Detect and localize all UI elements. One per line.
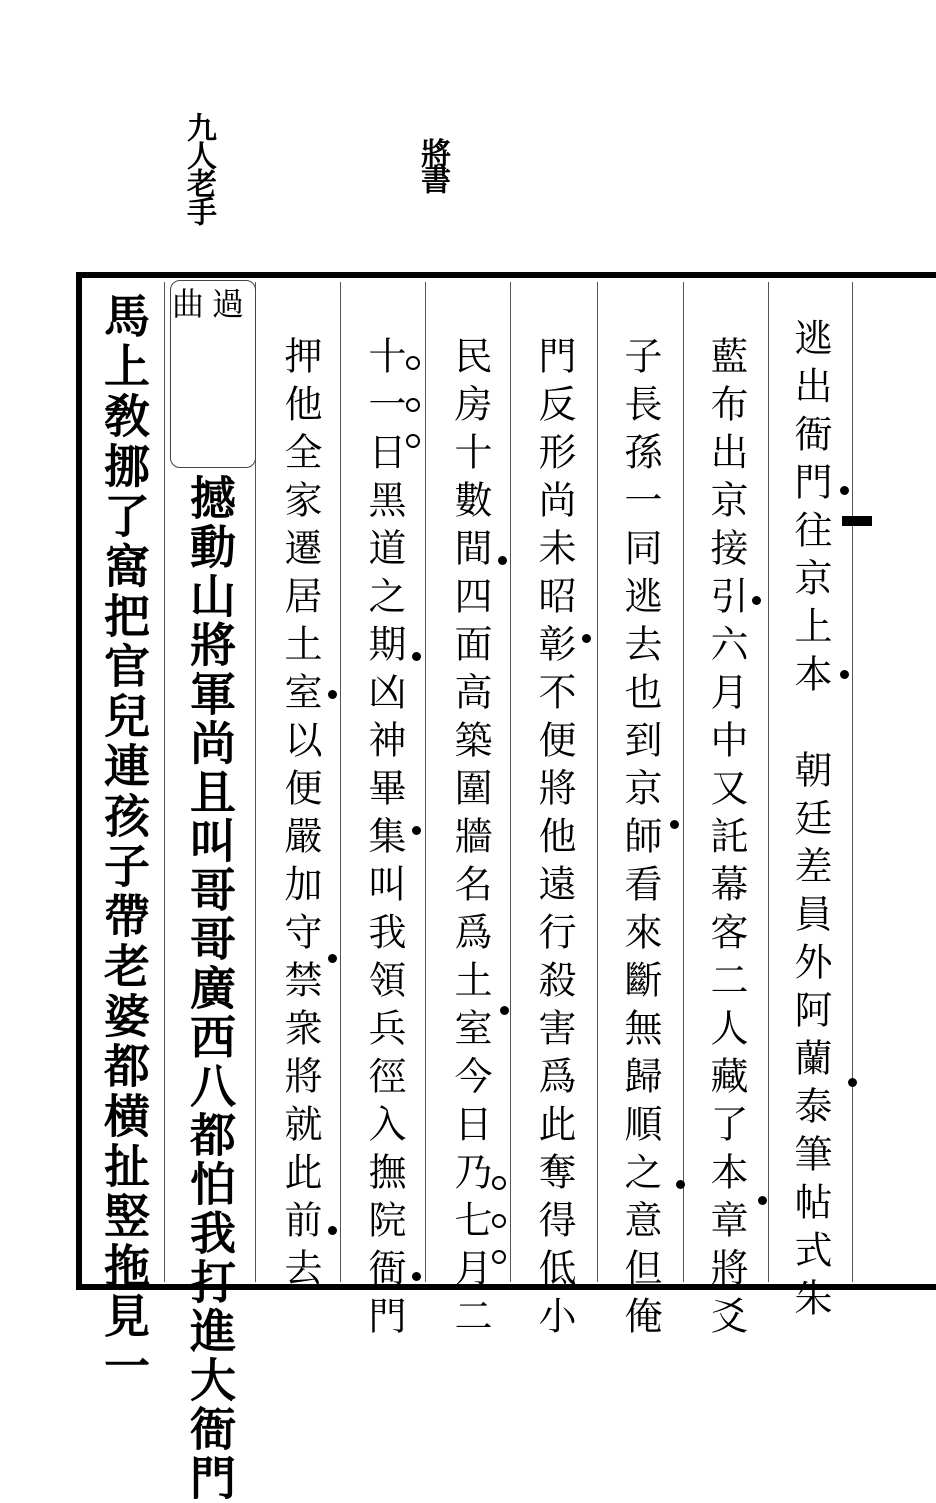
punctuation-dot [676, 1180, 685, 1189]
punctuation-dot [412, 1272, 421, 1281]
punctuation-dot [498, 556, 507, 565]
punctuation-circle [492, 1250, 506, 1264]
column-rule [340, 282, 341, 1282]
column-rule [164, 282, 165, 1282]
text-column-1: 逃出衙門往京上本 朝廷差員外阿蘭泰筆帖式朱 [788, 318, 832, 1326]
qu-label-bottom: 曲 [172, 285, 205, 323]
text-column-9: 馬上敎挪了窩把官兒連孩子帶老婆都横扯竪拖見一 [97, 292, 151, 1392]
column-rule [425, 282, 426, 1282]
punctuation-dot [848, 1078, 857, 1087]
punctuation-circle [406, 398, 420, 412]
text-column-6: 十一日黑道之期凶神畢集叫我領兵徑入撫院衙門 [362, 336, 406, 1344]
text-column-8: 撼動山將軍尚且叫哥哥廣西八都怕我打進大衙門 [183, 474, 237, 1503]
punctuation-circle [492, 1176, 506, 1190]
running-title: 九人老手 [181, 112, 216, 224]
column-rule [768, 282, 769, 1282]
qu-label-top: 過 [212, 285, 245, 323]
punctuation-dot [412, 652, 421, 661]
punctuation-dot [840, 670, 849, 679]
column-rule [683, 282, 684, 1282]
text-column-3: 子長孫一同逃去也到京師看來斷無歸順之意但俺 [618, 336, 662, 1344]
punctuation-dot [328, 954, 337, 963]
punctuation-dot [752, 596, 761, 605]
punctuation-circle [492, 1214, 506, 1228]
punctuation-dot [328, 690, 337, 699]
punctuation-dot [328, 1226, 337, 1235]
column-rule [852, 282, 853, 1282]
punctuation-circle [406, 356, 420, 370]
text-column-7: 押他全家遷居土室以便嚴加守禁衆將就此前去 [278, 336, 322, 1296]
punctuation-dot [840, 486, 849, 495]
punctuation-dot [670, 820, 679, 829]
edge-mark [842, 516, 872, 526]
punctuation-dot [582, 634, 591, 643]
text-column-5: 民房十數間四面高築圍牆名爲土室今日乃七月二 [448, 336, 492, 1344]
column-rule [597, 282, 598, 1282]
punctuation-circle [406, 434, 420, 448]
punctuation-dot [758, 1196, 767, 1205]
text-column-4: 門反形尚未昭彰不便將他遠行殺害爲此奪得低小 [532, 336, 576, 1344]
punctuation-dot [500, 1006, 509, 1015]
column-rule [510, 282, 511, 1282]
punctuation-dot [412, 826, 421, 835]
text-column-2: 藍布出京接引六月中又託幕客二人藏了本章將爻 [704, 336, 748, 1344]
section-title: 將書 [415, 138, 450, 190]
